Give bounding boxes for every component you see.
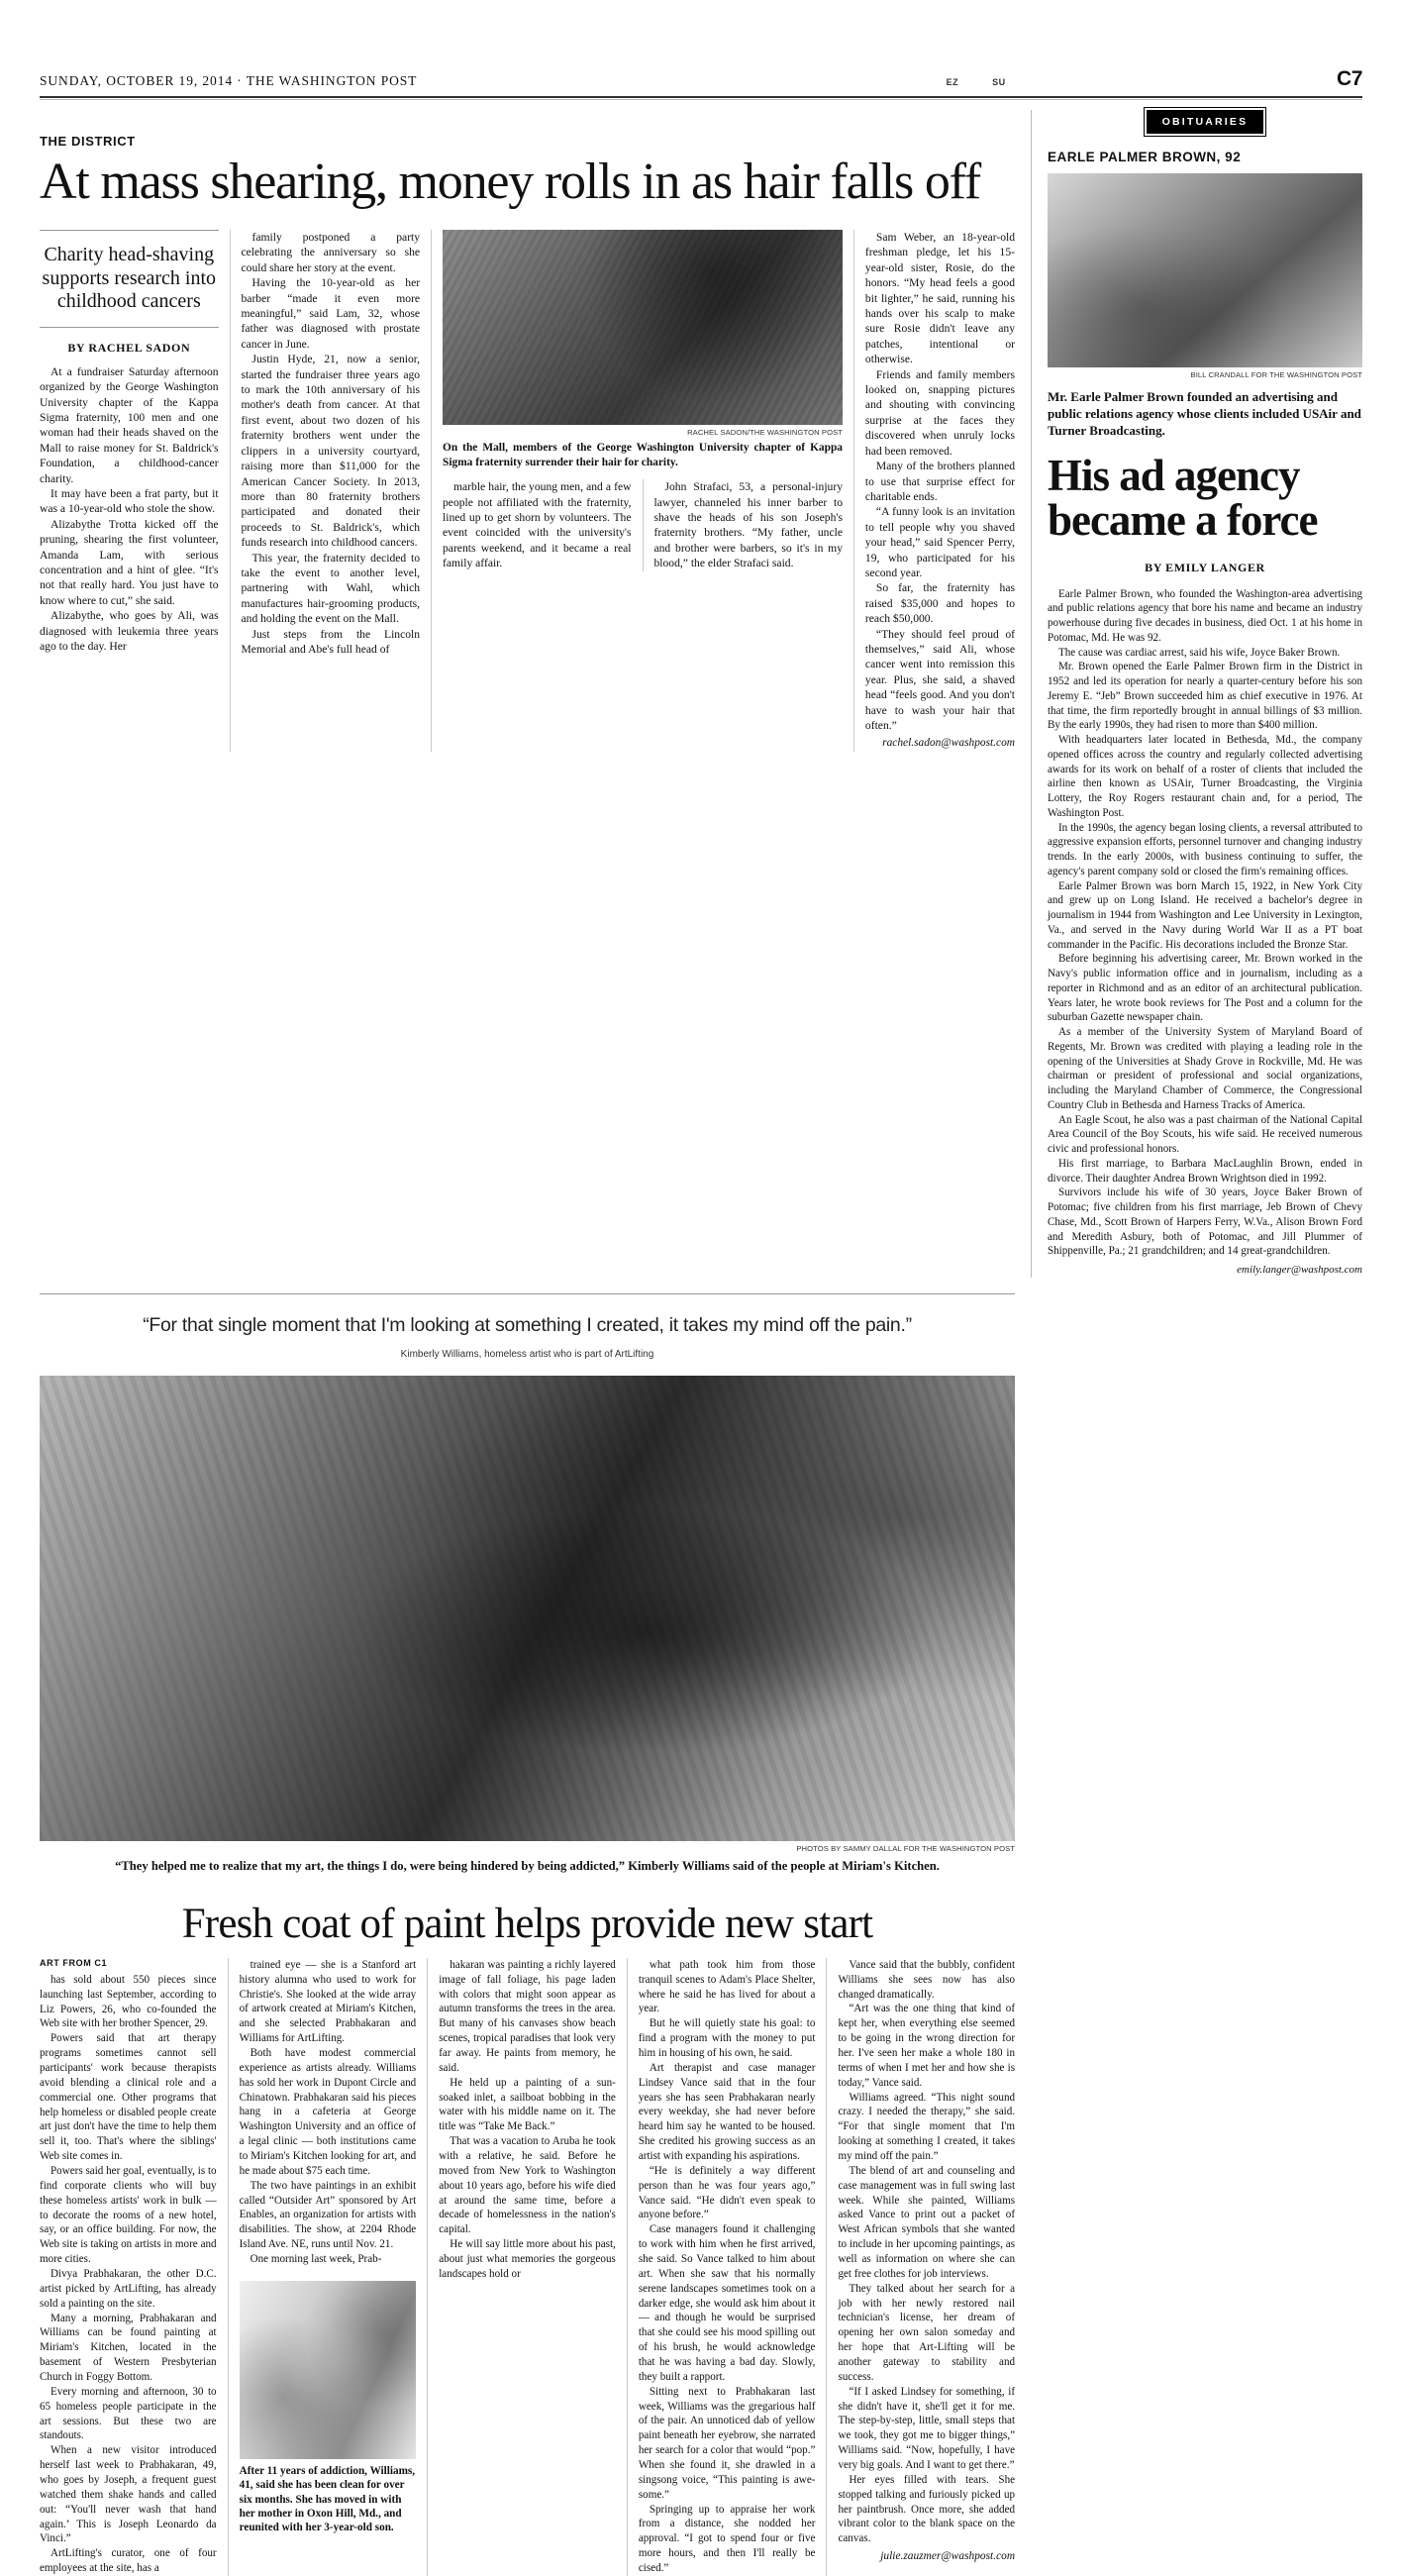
top-story-column-4 [653, 479, 843, 570]
section-kicker: THE DISTRICT [40, 134, 136, 149]
edition-code-ez: EZ [946, 77, 959, 87]
feature-columns [40, 1958, 1015, 2576]
paragraph: They talked about her search for a job with her newly restored nail technician's license, her dream of opening her own salon someday and her hope that Art-Lifting will be another gateway to stability and success. [838, 2282, 1016, 2383]
feature-photo-block [40, 1376, 1015, 1948]
top-story-subcolumns [443, 479, 843, 570]
paragraph: Her eyes filled with tears. She stopped talking and furiously picked up her paintbrush. Once more, she added vibrant color to the blank space on the canvas. [838, 2473, 1016, 2545]
paragraph: Vance said that the bubbly, confident Williams she sees now has also changed dramatically. [838, 1958, 1016, 2001]
feature-column-1 [40, 1958, 217, 2576]
paragraph: In the 1990s, the agency began losing clients, a reversal attributed to aggressive expansion efforts, personnel turnover and changing industry trends. In the early 2000s, with business continuing to suffer, the agency's parent company sold or closed the firm's remaining offices. [1047, 821, 1362, 877]
top-story-column-3 [443, 479, 632, 570]
paragraph: trained eye — she is a Stanford art history alumna who used to work for Christie's. She looked at the wide array of artwork created at Miriam's Kitchen, and she selected Prabhakaran and Williams for ArtLifting. [239, 1958, 417, 2045]
paragraph: ArtLifting's curator, one of four employees at the site, has a [40, 2547, 217, 2575]
page-folio: C7 [1336, 67, 1362, 90]
paragraph: With headquarters later located in Bethesda, Md., the company opened offices across the country and regularly collected advertising awards for its work on behalf of a roster of clients that included the airline then known as USAir, Turner Broadcasting, the Virginia Lottery, the Roy Rogers restaurant chain and, for a period, The Washington Post. [1047, 734, 1362, 819]
top-story-columns [40, 230, 1015, 752]
top-story-column-1 [40, 230, 219, 752]
top-story-column-2 [242, 230, 421, 752]
paragraph: He held up a painting of a sun-soaked inlet, a sailboat bobbing in the water with his middle name on it. The title was “Take Me Back.” [439, 2076, 616, 2133]
paragraph: Having the 10-year-old as her barber “made it even more meaningful,” said Lam, 32, whose father was diagnosed with prostate cancer in June. [241, 276, 421, 351]
feature-signature: julie.zauzmer@washpost.com [880, 2550, 1016, 2563]
paragraph: Justin Hyde, 21, now a senior, started the fundraiser three years ago to mark the 10th anniversary of his mother's death from cancer. At that first event, about two dozen of his fraternity brothers went under the clippers in a university courtyard, raising more than $11,000 for the American Cancer Society. In 2013, more than 80 fraternity brothers participated and donated their proceeds to St. Baldrick's, which funds research into childhood cancers. [241, 353, 421, 550]
paragraph: Alizabythe, who goes by Ali, was diagnosed with leukemia three years ago to the day. Her [40, 609, 219, 654]
obituary-summary: Mr. Earle Palmer Brown founded an advertising and public relations agency whose clients included USAir and Turner Broadcasting. [1047, 389, 1361, 438]
story-deck: Charity head-shaving supports research into childhood cancers [42, 244, 217, 313]
column-divider [643, 479, 644, 570]
paragraph: One morning last week, Prab- [250, 2252, 382, 2265]
obituaries-badge-wrap [1048, 104, 1362, 150]
paragraph: Powers said that art therapy programs sometimes cannot sell participants' work because therapists avoid blending a clinical role and a commercial one. Other programs that help homeless or disabled people create art just don't have the time to help them sell it, too. That's where the siblings' Web site comes in. [40, 2032, 217, 2163]
art-from-label: ART FROM C1 [40, 1957, 108, 1968]
feature-column-2 [240, 1958, 417, 2576]
paragraph: Before beginning his advertising career, Mr. Brown worked in the Navy's public information office and in journalism, including as a reporter in Richmond and as an editor of an architectural publication. Years later, he wrote book reviews for The Post and a column for the suburban Gazette newspaper chain. [1047, 953, 1362, 1024]
paragraph: Williams agreed. “This night sound crazy. I needed the therapy,” she said. “For that single moment that I'm looking at something I created, it takes my mind off the pain.” [838, 2091, 1016, 2162]
feature-column-4 [639, 1958, 816, 2576]
column-divider [627, 1958, 628, 2576]
paragraph: “Art was the one thing that kind of kept her, when everything else seemed to be going in the wrong direction for her. I've seen her make a whole 180 in terms of when I met her and how she is today,” Vance said. [838, 2003, 1016, 2089]
obituary-headline: His ad agency became a force [1047, 450, 1318, 545]
column-divider [853, 230, 854, 752]
paragraph: “A funny look is an invitation to tell people why you shaved your head,” said Spencer Perry, 19, who participated for his second year. [864, 505, 1016, 579]
edition-code-su: SU [992, 77, 1006, 87]
masthead-date: SUNDAY, OCTOBER 19, 2014 · THE WASHINGTON POST [40, 73, 418, 88]
paragraph: what path took him from those tranquil scenes to Adam's Place Shelter, where he said he has lived for about a year. [638, 1958, 816, 2015]
obituary-photo-credit: BILL CRANDALL FOR THE WASHINGTON POST [1190, 370, 1362, 379]
column-divider [826, 1958, 827, 2576]
paragraph: He will say little more about his past, about just what memories the gorgeous landscapes hold or [439, 2238, 616, 2280]
top-story [40, 104, 1015, 1278]
feature-col3-text [439, 1958, 616, 2282]
column-divider [431, 230, 432, 752]
paragraph: So far, the fraternity has raised $35,000 and hopes to reach $50,000. [864, 581, 1016, 626]
paragraph: The cause was cardiac arrest, said his wife, Joyce Baker Brown. [1057, 646, 1341, 659]
paragraph: Art therapist and case manager Lindsey Vance said that in the four years she has seen Prabhakaran nearly every weekday, she had never before heard him say he wanted to be housed. She credited his growing success as an artist with expanding his aspirations. [638, 2061, 816, 2162]
obituaries-rail [1048, 104, 1362, 1278]
paragraph: That was a vacation to Aruba he took with a relative, he said. Before he moved from New York to Washington about 10 years ago, before his wife died at around the same time, before a decade of homelessness in the nation's capital. [439, 2135, 616, 2236]
paragraph: This year, the fraternity decided to take the event to another level, partnering with Wahl, which manufactures hair-grooming products, and holding the event on the Mall. [241, 551, 421, 626]
column-divider [228, 1958, 229, 2576]
paragraph: Earle Palmer Brown, who founded the Washington-area advertising and public relations agency that bore his name and became an industry powerhouse during five decades in business, died Oct. 1 at his home in Potomac, Md. He was 92. [1047, 587, 1362, 644]
paragraph: Sitting next to Prabhakaran last week, Williams was the gregarious half of the pair. An unnoticed dab of yellow paint beneath her eyebrow, she narrated her search for a color that would “pop.” When she found it, she drawled in a singsong voice, “This painting is awe-some.” [638, 2385, 816, 2501]
paragraph: John Strafaci, 53, a personal-injury lawyer, channeled his inner barber to shave the heads of his son Joseph's fraternity brothers. “My father, uncle and brother were barbers, so it's in my blood,” the elder Strafaci said. [653, 480, 843, 570]
paragraph: His first marriage, to Barbara MacLaughlin Brown, ended in divorce. Their daughter Andrea Brown Wrightson died in 1992. [1047, 1157, 1362, 1185]
paragraph: As a member of the University System of Maryland Board of Regents, Mr. Brown was credited with playing a leading role in the opening of the Universities at Shady Grove in Rockville, Md. He was chairman or president of professional and social organizations, including the Maryland Chamber of Commerce, the Congressional Country Club in Bethesda and Harness Tracks of America. [1047, 1026, 1362, 1111]
paragraph: Many a morning, Prabhakaran and Williams can be found painting at Miriam's Kitchen, located in the basement of Western Presbyterian Church in Foggy Bottom. [40, 2312, 217, 2383]
feature-col4-text [639, 1958, 816, 2576]
feature-headline: Fresh coat of paint helps provide new start [181, 1900, 873, 1947]
paragraph: “They should feel proud of themselves,” said Ali, whose cancer went into remission this year. Plus, she said, a shaved head “feels good. And you don't have to wash your hair that often.” [864, 627, 1016, 732]
feature-photo-credit: PHOTOS BY SAMMY DALLAL FOR THE WASHINGTON POST [796, 1843, 1015, 1853]
paragraph: Springing up to appraise her work from a distance, she nodded her approval. “I got to spend four or five more hours, and then I'll really be cised.” [638, 2503, 816, 2575]
story-signature: rachel.sadon@washpost.com [882, 737, 1016, 750]
paragraph: “He is definitely a way different person than he was four years ago,” Vance said. “He didn't even speak to anyone before.” [638, 2164, 816, 2221]
pullquote-text: “For that single moment that I'm looking at something I created, it takes my mind off the pain.” [143, 1313, 912, 1336]
paragraph: hakaran was painting a richly layered image of fall foliage, his page laden with colors that might soon appear as autumn transforms the trees in the area. But many of his canvases show beach scenes, tropical paradises that look very far away. He paints from memory, he said. [439, 1958, 616, 2074]
feature-column-3 [439, 1958, 616, 2576]
paragraph: Sam Weber, an 18-year-old freshman pledge, let his 15-year-old sister, Rosie, do the honors. “My head feels a good bit lighter,” he said, running his hands over his scalp to make sure Rosie didn't leave any patches, intentional or otherwise. [864, 231, 1016, 366]
pullquote-attribution: Kimberly Williams, homeless artist who is part of ArtLifting [400, 1348, 654, 1360]
paragraph: Alizabythe Trotta kicked off the pruning, shearing the first volunteer, Amanda Lam, with serious concentration and a hint of glee. “It's not that really hard. You just have to know where to cut,” she said. [40, 517, 219, 607]
masthead-rule [40, 96, 1362, 100]
paragraph: Powers said her goal, eventually, is to find corporate clients who will buy these homeless artists' work in bulk — to decorate the rooms of a new hotel, say, or an office building. For now, the Web site is taking on artists in more and more cities. [40, 2164, 217, 2266]
feature-col2-text [240, 1958, 417, 2267]
paragraph: Both have modest commercial experience as artists already. Williams has sold her work in Dupont Circle and Chinatown. Prabhakaran said his pieces hang in a cafeteria at George Washington University and an office of a legal clinic — both institutions came to Miriam's Kitchen looking for art, and he made about $75 each time. [239, 2046, 417, 2177]
top-section [40, 104, 1362, 1278]
paragraph: But he will quietly state his goal: to find a program with the money to put him in housing of his own, he said. [638, 2017, 816, 2059]
top-story-column-5 [865, 230, 1015, 752]
feature-photo-caption: “They helped me to realize that my art, the things I do, were being hindered by being addicted,” Kimberly Williams said of the people at Miriam's Kitchen. [115, 1858, 940, 1873]
obituary-photo [1048, 173, 1362, 367]
obituary-body [1048, 587, 1362, 1278]
paragraph: It may have been a frat party, but it was a 10-year-old who stole the show. [40, 487, 219, 516]
column-divider [427, 1958, 428, 2576]
paragraph: family postponed a party celebrating the anniversary so she could share her story at the event. [241, 231, 421, 274]
paragraph: has sold about 550 pieces since launching last September, according to Liz Powers, 26, who co-founded the Web site with her brother Spencer, 29. [40, 1973, 217, 2030]
edition-codes [749, 77, 1006, 87]
paragraph: “If I asked Lindsey for something, if she didn't have it, she'll get it for me. The step-by-step, little, small steps that we took, they got me to bigger things,” Williams said. “Now, hopefully, I have very big goals. And I want to get there.” [838, 2385, 1016, 2472]
paragraph: The two have paintings in an exhibit called “Outsider Art” sponsored by Art Enables, an organization for artists with disabilities. The show, at 2204 Rhode Island Ave. NE, runs until Nov. 21. [239, 2179, 417, 2251]
feature-col5-text [838, 1958, 1015, 2565]
paragraph: At a fundraiser Saturday afternoon organized by the George Washington University chapter of the Kappa Sigma fraternity, 100 men and one woman had their heads shaved on the Mall to raise money for St. Baldrick's Foundation, a childhood-cancer charity. [40, 364, 219, 485]
paragraph: Divya Prabhakaran, the other D.C. artist picked by ArtLifting, has already sold a painting on the site. [40, 2267, 217, 2310]
pullquote-block [40, 1293, 1015, 1376]
paragraph: Earle Palmer Brown was born March 15, 1922, in New York City and grew up on Long Island. He received a bachelor's degree in journalism in 1944 from Washington and Lee University in Lexington, Va., and served in the Navy during World War II as a PT boat commander in the Pacific. His decorations included the Bronze Star. [1047, 879, 1362, 951]
paragraph: marble hair, the young men, and a few people not affiliated with the fraternity, lined up to get shorn by volunteers. The event coincided with the university's parents weekend, and it became a real family affair. [443, 480, 632, 570]
paragraph: Friends and family members looked on, snapping pictures and shouting with convincing surprise at the faces they discovered when unruly locks had been removed. [864, 367, 1016, 458]
obituary-signature: emily.langer@washpost.com [1237, 1264, 1362, 1277]
feature-photo [40, 1376, 1015, 1841]
paragraph: Every morning and afternoon, 30 to 65 homeless people participate in the art sessions. But these two are standouts. [40, 2385, 217, 2442]
obituary-name: EARLE PALMER BROWN, 92 [1047, 150, 1242, 164]
page-title: At mass shearing, money rolls in as hair falls off [40, 154, 980, 210]
paragraph: Case managers found it challenging to work with him when he first arrived, she said. So Vance talked to him about art. When she saw that his normally serene landscapes sometimes took on a darker edge, she would ask him about it — and though he would be surprised that she could see his mood spilling out of his brush, he would acknowledge that he was having a bad day. Slowly, they built a rapport. [638, 2223, 816, 2383]
paragraph: An Eagle Scout, he also was a past chairman of the National Capital Area Council of the Boy Scouts, his wife said. He received numerous civic and professional honors. [1047, 1113, 1362, 1156]
top-story-photo [443, 230, 843, 425]
paragraph: Mr. Brown opened the Earle Palmer Brown firm in the District in 1952 and led its operation for nearly a quarter-century before his son Jeremy E. “Jeb” Brown succeeded him as chief executive in 1976. At that time, the firm reportedly brought in annual billings of $3 million. By the early 1990s, they had risen to more than $400 million. [1047, 661, 1362, 732]
feature-col1-text [40, 1973, 217, 2576]
top-story-photo-block [443, 230, 843, 752]
paragraph: When a new visitor introduced herself last week to Prabhakaran, 49, who goes by Joseph, a frequent guest watched them shake hands and called out: “You'll never wash that hand again.’ This is Joseph Leonardo da Vinci.” [40, 2444, 217, 2545]
feature-column-5 [838, 1958, 1015, 2576]
rail-divider [1031, 110, 1032, 1278]
top-story-col1-text [40, 364, 219, 655]
bottom-photo [240, 2281, 417, 2459]
paragraph: Just steps from the Lincoln Memorial and Abe's full head of [241, 627, 421, 656]
bottom-photo-caption: After 11 years of addiction, Williams, 41, said she has been clean for over six months. She has moved in with her mother in Oxon Hill, Md., and reunited with her 3-year-old son. [239, 2464, 416, 2534]
paragraph: Many of the brothers planned to use that surprise effect for charitable ends. [864, 460, 1016, 503]
obituary-byline: BY EMILY LANGER [1145, 560, 1265, 574]
masthead [40, 0, 1362, 91]
paragraph: The blend of art and counseling and case management was in full swing last week. While she painted, Williams asked Vance to print out a packet of West African symbols that she wanted to include in her upcoming paintings, as well as information on where she can get free clothes for job interviews. [838, 2164, 1016, 2280]
bottom-photo-block [240, 2281, 417, 2535]
story-byline: BY RACHEL SADON [67, 340, 191, 355]
photo-credit: RACHEL SADON/THE WASHINGTON POST [687, 428, 843, 437]
photo-caption: On the Mall, members of the George Washington University chapter of Kappa Sigma fraternity surrender their hair for charity. [443, 442, 843, 468]
column-divider [230, 230, 231, 752]
obituaries-badge: OBITUARIES [1147, 110, 1264, 134]
paragraph: Survivors include his wife of 30 years, Joyce Baker Brown of Potomac; five children from his first marriage, Jeb Brown of Chevy Chase, Md., Scott Brown of Harpers Ferry, W.Va., Alison Brown Ford and Meredith Asbury, both of Potomac, and Jill Plummer of Shippenville, Pa.; 21 grandchildren; and 14 great-grandchildren. [1047, 1186, 1362, 1258]
